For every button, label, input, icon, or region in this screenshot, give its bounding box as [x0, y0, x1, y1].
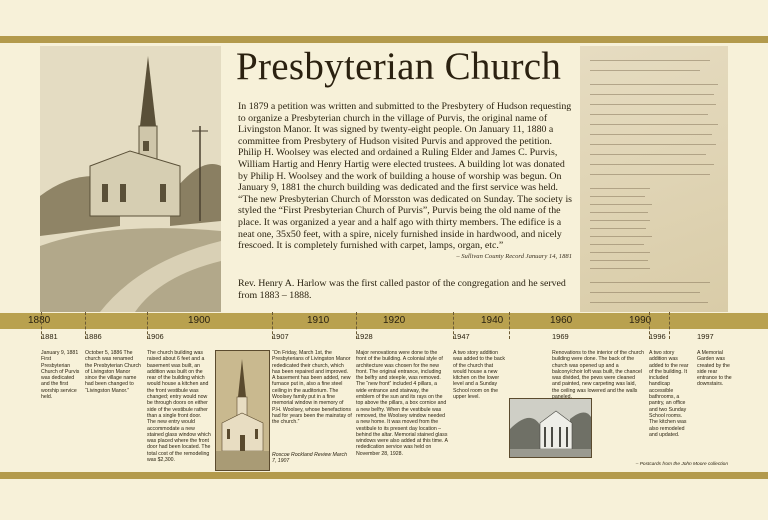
page-title: Presbyterian Church	[236, 45, 562, 88]
event-year: 1947	[453, 332, 470, 341]
church-historic-photo	[40, 46, 221, 312]
bottom-border-bar	[0, 472, 768, 479]
event-text: January 9, 1881 First Presbyterian Church of Purvis was dedicated and the first worship service held.	[41, 350, 80, 401]
postcard-credit: – Postcards from the John Moore collection	[635, 462, 728, 467]
event-year: 1886	[85, 332, 102, 341]
event-text: A two story addition was added to the rear of the building. It included handicap accessible bathrooms, a pantry, an office and two Sunday School rooms. The kitchen was also remodeled and updated.	[649, 350, 689, 438]
timeline-tick	[669, 312, 670, 339]
history-body-text	[238, 101, 573, 252]
event-year: 1906	[147, 332, 164, 341]
timeline-year-1910: 1910	[307, 315, 330, 326]
event-year: 1969	[552, 332, 569, 341]
history-paragraph: In 1879 a petition was written and submitted to the Presbytery of Hudson requesting to organize a Presbyterian church in the village of Purvis, the original name of Livingston Manor. It was signed by twenty-eight people. On January 11, 1880 a committee from Presbytery of Hudson visited Purvis and approved the petition. Philip H. Woolsey was elected and ordained a Ruling Elder and James C. Purvis, William Hartig and Henry Hartig were elected trustees. A building lot was donated by Philip H. Woolsey and the work of building a house of worship was begun. On January 9, 1881 the church building was dedicated and the first service was held. “The new Presbyterian Church of Morsston was dedicated on Sunday. The society is styled the “First Presbyterian Church of Purvis”, Purvis being the old name of the place. It was organized a year and a half ago with thirty members. The edifice is a neat one, 35x50 feet, with a spire, nicely furnished inside in hardwood, and nicely frescoed. It is completely furnished with carpet, lamps, organ, etc.”	[238, 101, 573, 252]
timeline-year-1990: 1990	[629, 315, 652, 326]
first-pastor-text: Rev. Henry A. Harlow was the first called pastor of the congregation and he served from 1883 – 1888.	[238, 278, 566, 301]
top-border-bar	[0, 36, 768, 43]
timeline-year-1960: 1960	[550, 315, 573, 326]
postcard-1947-photo	[509, 398, 592, 458]
quote-1907-source: Roscoe Rockland Review March 7, 1907	[272, 452, 347, 465]
event-text: Major renovations were done to the front of the building. A colonial style of architecture was chosen for the new front. The original entrance, including the belfry and steeple, was removed. The “new front” included 4 pillars, a wide entrance and stairway, the emblem of the sun and its rays on the top above the pillars, a box cornice and a new belfry. When the vestibule was removed, the Woolsey window needed a new home. It was moved from the vestibule to its present day location – behind the altar. Memorial stained glass windows were also added at this time. A rededication service was held on November 28, 1928.	[356, 350, 448, 457]
timeline-year-1900: 1900	[188, 315, 211, 326]
postcard-1906-photo	[215, 350, 270, 471]
timeline-tick	[509, 312, 510, 339]
timeline-year-1940: 1940	[481, 315, 504, 326]
event-text: The church building was raised about 6 feet and a basement was built, an addition was built on the rear of the building which would house a kitchen and the front vestibule was changed; entry would now be through doors on either side of the vestibule rather than a single front door. The new entry would accommodate a new stained glass window which was placed where the front door had been located. The total cost of the remodeling was $2,300.	[147, 350, 211, 464]
petition-document-photo	[580, 46, 728, 312]
newspaper-source: – Sullivan County Record January 14, 1881	[456, 253, 572, 260]
event-text: October 5, 1886 The church was renamed the Presbyterian Church of Livingston Manor since the village name had been changed to “Livingston Manor.”	[85, 350, 141, 394]
event-year: 1997	[697, 332, 714, 341]
event-text: Renovations to the interior of the church building were done. The back of the church was opened up and a balcony/choir loft was built, the chancel was divided, the pews were cleaned and painted, new carpeting was laid, the ceiling was lowered and the walls paneled.	[552, 350, 644, 401]
event-text: “On Friday, March 1st, the Presbyterians of Livingston Manor rededicated their church, which has been repaired and improved. A basement has been added, new furnace put in, also a fine steel ceiling in the auditorium. The Woolsey family put in a fine memorial window in memory of P.H. Woolsey, whose benefactions had for years been the mainstay of the church.”	[272, 350, 352, 426]
timeline-year-1920: 1920	[383, 315, 406, 326]
event-year: 1928	[356, 332, 373, 341]
event-text: A two story addition was added to the back of the church that would house a new kitchen on the lower level and a Sunday School room on the upper level.	[453, 350, 505, 401]
event-text: A Memorial Garden was created by the side rear entrance to the downstairs.	[697, 350, 732, 388]
event-year: 1907	[272, 332, 289, 341]
timeline-year-1880: 1880	[28, 315, 51, 326]
event-year: 1996	[649, 332, 666, 341]
event-year: 1881	[41, 332, 58, 341]
